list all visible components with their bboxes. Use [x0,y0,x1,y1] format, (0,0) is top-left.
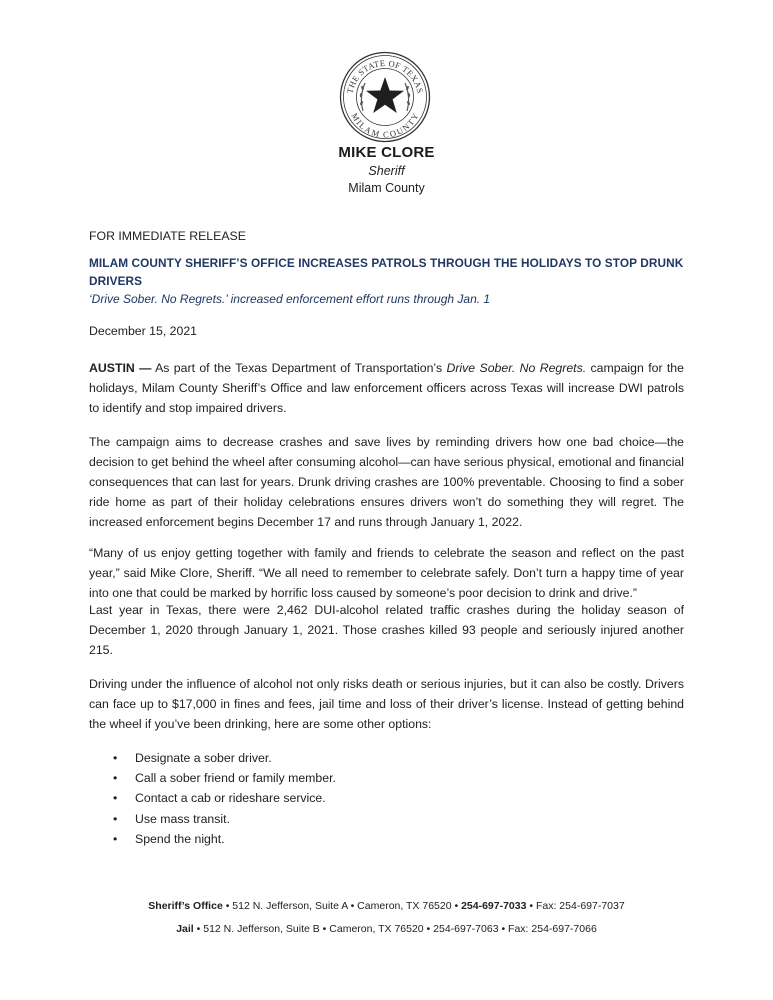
footer-jail-label: Jail [176,923,194,935]
bullet-icon: • [113,751,118,765]
headline: MILAM COUNTY SHERIFF’S OFFICE INCREASES PATROLS THROUGH THE HOLIDAYS TO STOP DRUNK DRIVERS [89,256,684,288]
list-item-text: Call a sober friend or family member. [135,771,336,786]
paragraph-4: Last year in Texas, there were 2,462 DUI-alcohol related traffic crashes during the holiday season of December 1, 2020 through January 1, 2021. Those crashes killed 93 people and seriously injured another 215. [89,603,684,657]
footer-office-phone: 254-697-7033 [461,900,527,912]
bullet-icon: • [113,831,118,846]
bullet-icon: • [113,811,118,826]
list-item [113,748,336,768]
bullet-icon: • [113,791,118,806]
list-item-text: Use mass transit. [135,811,230,826]
star-icon [366,77,404,113]
bullet-icon: • [113,771,118,786]
footer-office-label: Sheriff’s Office [148,900,223,912]
footer-jail-address: • 512 N. Jefferson, Suite B • Cameron, TX 76520 • 254-697-7063 • Fax: 254-697-7066 [193,923,597,935]
paragraph-2: The campaign aims to decrease crashes and save lives by reminding drivers how one bad choice—the decision to get behind the wheel after consuming alcohol—can have serious physical, emotional and financial consequences that can last for years. Drunk driving crashes are 100% preventable. Choosing to find a sober ride home as part of their holiday celebrations ensures drivers won’t do something they will regret. The increased enforcement begins December 17 and runs through January 1, 2022. [89,435,684,529]
county-name: Milam County [348,181,425,195]
paragraph-1-text-b: campaign for the holidays, Milam County Sheriff’s Office and law enforcement officers across Texas will increase DWI patrols to identify and stop impaired drivers. [89,361,684,415]
seal-top-text: THE STATE OF TEXAS [344,57,426,95]
release-date: December 15, 2021 [89,324,198,338]
list-item-text: Designate a sober driver. [135,751,272,765]
footer-office-fax: • Fax: 254-697-7037 [526,900,625,912]
seal-bottom-text: MILAM COUNTY [349,111,421,140]
footer-sheriffs-office [0,900,773,912]
paragraph-3-quote: “Many of us enjoy getting together with family and friends to celebrate the season and reflect on the past year,” said Mike Clore, Sheriff. “We all need to remember to celebrate safely. Don’t turn a happy time of year into one that could be marked by horrific loss caused by someone’s poor decision to drink and drive.” [89,546,684,600]
list-item [113,829,336,849]
list-item [113,788,336,808]
list-item-text: Contact a cab or rideshare service. [135,791,326,806]
list-item [113,809,336,829]
milam-county-seal [339,51,431,143]
paragraph-1-text-a: As part of the Texas Department of Transportation’s [151,361,447,375]
sheriff-title: Sheriff [368,164,405,178]
footer-jail [0,923,773,935]
options-list [113,748,336,849]
dateline: AUSTIN — [89,361,152,375]
subheadline: ‘Drive Sober. No Regrets.’ increased enforcement effort runs through Jan. 1 [89,292,491,306]
footer-office-address: • 512 N. Jefferson, Suite A • Cameron, TX 76520 • [222,900,462,912]
paragraph-5: Driving under the influence of alcohol not only risks death or serious injuries, but it can also be costly. Drivers can face up to $17,000 in fines and fees, jail time and loss of their driver’s license. Instead of getting behind the wheel if you’ve been drinking, here are some other options: [89,677,684,731]
paragraph-1 [89,358,684,418]
campaign-name: Drive Sober. No Regrets. [446,361,587,375]
list-item [113,768,336,788]
release-label: FOR IMMEDIATE RELEASE [89,229,246,243]
list-item-text: Spend the night. [135,831,225,846]
sheriff-name: MIKE CLORE [338,144,435,161]
